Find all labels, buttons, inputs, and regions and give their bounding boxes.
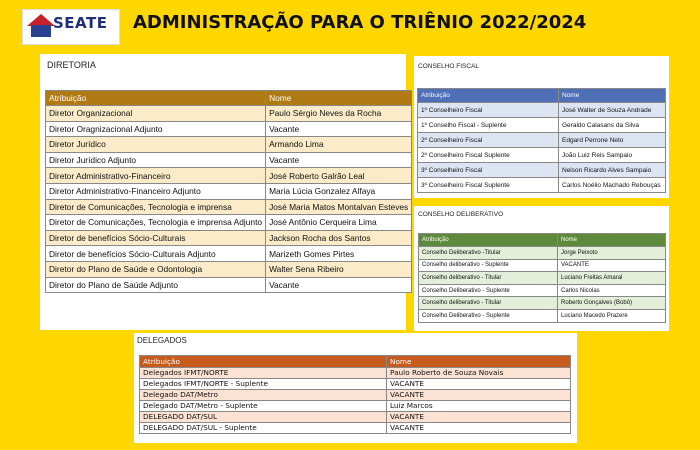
name-cell: Luciano Freitas Amaral — [558, 272, 666, 285]
name-cell: Carlos Nicolas — [558, 284, 666, 297]
table-row — [46, 183, 412, 199]
table-row — [418, 148, 666, 163]
table-row — [419, 297, 666, 310]
table-row — [140, 379, 571, 390]
role-cell: 1º Conselho Fiscal - Suplente — [418, 118, 559, 133]
name-cell: Jackson Rocha dos Santos — [266, 230, 412, 246]
role-cell: Delegados IFMT/NORTE - Suplente — [140, 379, 387, 390]
table-row — [418, 103, 666, 118]
table-row — [418, 163, 666, 178]
role-cell: 2º Conselheiro Fiscal Suplente — [418, 148, 559, 163]
name-cell: Carlos Noélio Machado Rebouças — [559, 178, 666, 193]
table-row — [140, 423, 571, 434]
role-cell: Delegados IFMT/NORTE — [140, 368, 387, 379]
table-header-row — [46, 91, 412, 106]
role-cell: Diretor do Plano de Saúde e Odontologia — [46, 261, 266, 277]
diretoria-title: DIRETORIA — [47, 60, 96, 70]
column-header-nome: Nome — [266, 91, 412, 106]
table-row — [46, 230, 412, 246]
role-cell: 3º Conselheiro Fiscal Suplente — [418, 178, 559, 193]
table-row — [46, 277, 412, 293]
name-cell: José Walter de Souza Andrade — [559, 103, 666, 118]
table-row — [46, 106, 412, 122]
conselho-fiscal-title: CONSELHO FISCAL — [418, 63, 480, 70]
table-row — [418, 178, 666, 193]
name-cell: Paulo Roberto de Souza Novais — [387, 368, 571, 379]
name-cell: Geraldo Calasans da Silva — [559, 118, 666, 133]
table-header-row — [418, 89, 666, 103]
table-row — [140, 412, 571, 423]
role-cell: Conselho deliberativo - Titular — [419, 272, 558, 285]
table-row — [46, 246, 412, 262]
table-row — [419, 272, 666, 285]
table-row — [419, 309, 666, 322]
table-row — [46, 137, 412, 153]
name-cell: Vacante — [266, 121, 412, 137]
conselho-fiscal-panel — [414, 56, 669, 198]
logo-text: SEATE — [53, 14, 108, 32]
role-cell: Diretor Oragnizacional Adjunto — [46, 121, 266, 137]
table-row — [419, 259, 666, 272]
conselho-deliberativo-table — [418, 233, 666, 323]
role-cell: Diretor de benefícios Sócio-Culturais — [46, 230, 266, 246]
role-cell: DELEGADO DAT/SUL — [140, 412, 387, 423]
table-row — [419, 284, 666, 297]
name-cell: João Luiz Reis Sampaio — [559, 148, 666, 163]
conselho-deliberativo-title: CONSELHO DELIBERATIVO — [418, 211, 504, 218]
name-cell: Armando Lima — [266, 137, 412, 153]
name-cell: Roberto Gonçalves (Bobô) — [558, 297, 666, 310]
table-row — [46, 152, 412, 168]
table-header-row — [140, 356, 571, 368]
conselho-deliberativo-panel — [414, 206, 669, 331]
table-row — [46, 168, 412, 184]
role-cell: Conselho Deliberativo - Suplente — [419, 284, 558, 297]
role-cell: Conselho Deliberativo - Suplente — [419, 309, 558, 322]
diretoria-table — [45, 90, 412, 293]
table-row — [46, 215, 412, 231]
table-row — [418, 118, 666, 133]
role-cell: Conselho Deliberativo -Titular — [419, 247, 558, 260]
role-cell: Diretor Jurídico — [46, 137, 266, 153]
role-cell: 1º Conselheiro Fiscal — [418, 103, 559, 118]
role-cell: Diretor do Plano de Saúde Adjunto — [46, 277, 266, 293]
name-cell: José Antônio Cerqueira Lima — [266, 215, 412, 231]
table-row — [418, 133, 666, 148]
name-cell: Nelson Ricardo Alves Sampaio — [559, 163, 666, 178]
role-cell: Diretor de benefícios Sócio-Culturais Adjunto — [46, 246, 266, 262]
role-cell: DELEGADO DAT/SUL - Suplente — [140, 423, 387, 434]
name-cell: Vacante — [266, 152, 412, 168]
table-row — [46, 121, 412, 137]
name-cell: Edgard Perrone Neto — [559, 133, 666, 148]
column-header-nome: Nome — [559, 89, 666, 103]
name-cell: Marizeth Gomes Pirtes — [266, 246, 412, 262]
name-cell: José Roberto Galrão Leal — [266, 168, 412, 184]
name-cell: VACANTE — [387, 423, 571, 434]
name-cell: VACANTE — [558, 259, 666, 272]
seate-logo — [22, 9, 120, 45]
delegados-table — [139, 355, 571, 434]
role-cell: 3º Conselheiro Fiscal — [418, 163, 559, 178]
table-row — [46, 261, 412, 277]
name-cell: Vacante — [266, 277, 412, 293]
delegados-title: DELEGADOS — [137, 336, 187, 345]
name-cell: Paulo Sérgio Neves da Rocha — [266, 106, 412, 122]
name-cell: VACANTE — [387, 379, 571, 390]
column-header-atribuicao: Atribuição — [46, 91, 266, 106]
delegados-panel — [134, 333, 577, 443]
role-cell: Diretor de Comunicações, Tecnologia e imprensa — [46, 199, 266, 215]
role-cell: Conselho deliberativo - Titular — [419, 297, 558, 310]
column-header-atribuicao: Atribuição — [419, 234, 558, 247]
name-cell: José Maria Matos Montalvan Esteves — [266, 199, 412, 215]
table-row — [140, 368, 571, 379]
name-cell: Luiz Marcos — [387, 401, 571, 412]
role-cell: Diretor Administrativo-Financeiro Adjunto — [46, 183, 266, 199]
name-cell: Maria Lúcia Gonzalez Alfaya — [266, 183, 412, 199]
name-cell: VACANTE — [387, 390, 571, 401]
table-header-row — [419, 234, 666, 247]
name-cell: Luciano Macedo Prazere — [558, 309, 666, 322]
column-header-nome: Nome — [387, 356, 571, 368]
role-cell: Diretor Administrativo-Financeiro — [46, 168, 266, 184]
role-cell: 2º Conselheiro Fiscal — [418, 133, 559, 148]
role-cell: Conselho deliberativo - Suplente — [419, 259, 558, 272]
diretoria-panel — [40, 54, 409, 330]
table-row — [140, 401, 571, 412]
table-row — [419, 247, 666, 260]
column-header-atribuicao: Atribuição — [140, 356, 387, 368]
role-cell: Diretor de Comunicações, Tecnologia e imprensa Adjunto — [46, 215, 266, 231]
role-cell: Diretor Jurídico Adjunto — [46, 152, 266, 168]
name-cell: Jorge Peixoto — [558, 247, 666, 260]
column-header-atribuicao: Atribuição — [418, 89, 559, 103]
role-cell: Diretor Organizacional — [46, 106, 266, 122]
name-cell: Walter Sena Ribeiro — [266, 261, 412, 277]
role-cell: Delegado DAT/Metro — [140, 390, 387, 401]
house-icon — [31, 25, 51, 37]
table-row — [140, 390, 571, 401]
conselho-fiscal-table — [417, 88, 666, 193]
table-row — [46, 199, 412, 215]
name-cell: VACANTE — [387, 412, 571, 423]
column-header-nome: Nome — [558, 234, 666, 247]
page-title: ADMINISTRAÇÃO PARA O TRIÊNIO 2022/2024 — [133, 12, 587, 33]
role-cell: Delegado DAT/Metro - Suplente — [140, 401, 387, 412]
